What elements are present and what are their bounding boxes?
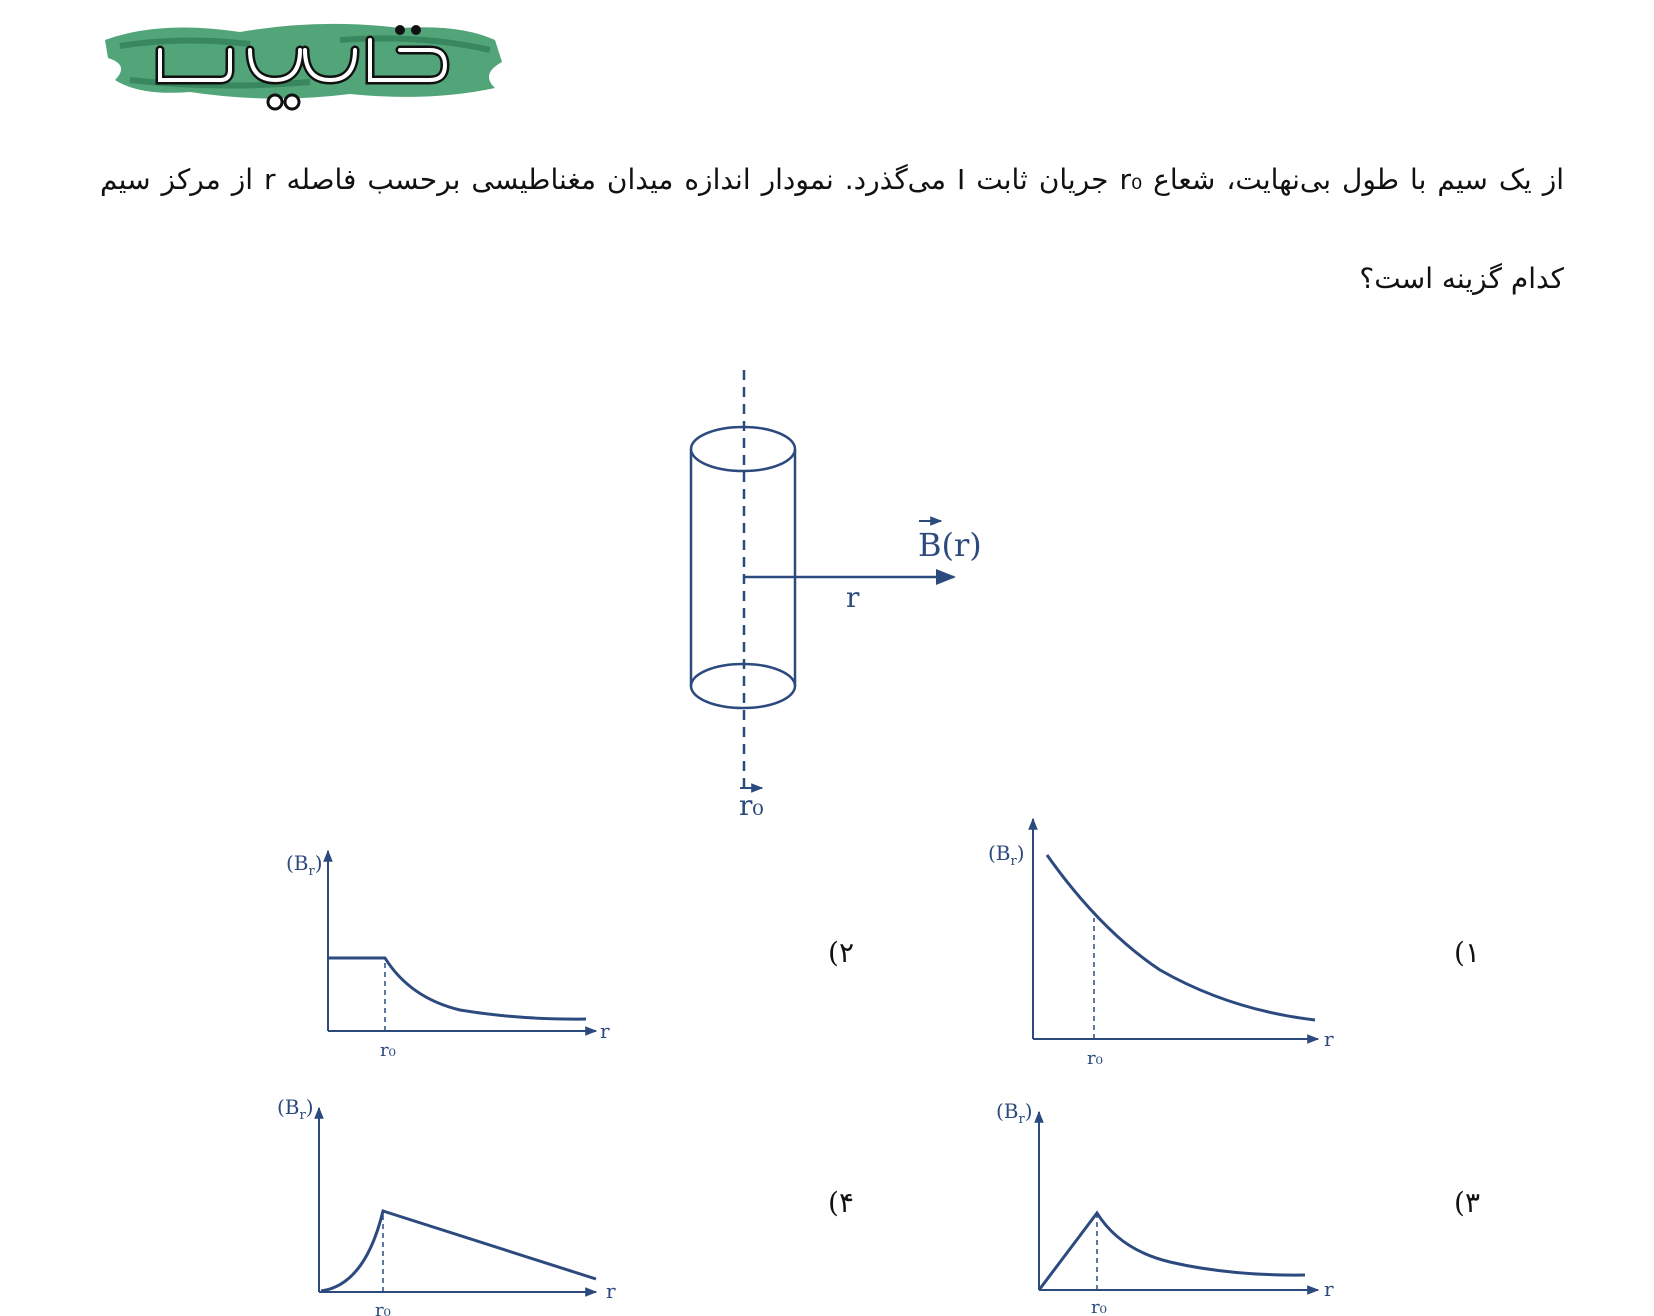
option-3-y-label: $(B_r)$ [996,1099,1033,1127]
option-1-y-label: $(B_r)$ [988,841,1025,869]
option-2-number: ۲) [828,936,854,969]
question-line-1: از یک سیم با طول بی‌نهایت، شعاع r₀ جریان ثابت I می‌گذرد. نمودار اندازه میدان مغناطیسی برحسب فاصله r از مرکز سیم [100,163,1564,196]
option-3-tick-label: r₀ [1091,1297,1107,1316]
option-4-number: ۴) [828,1186,854,1219]
option-1-x-label: r [1324,1027,1334,1051]
option-2-x-label: r [600,1019,610,1043]
option-2-y-label: $(B_r)$ [286,851,323,879]
option-3-curve [1039,1213,1305,1290]
option-4-tick-label: r₀ [375,1300,391,1316]
option-1-number: ۱) [1454,936,1480,969]
option-1-graph[interactable] [988,819,1334,1069]
option-2-tick-label: r₀ [380,1040,396,1061]
option-4-y-label: $(B_r)$ [277,1095,314,1123]
option-3-x-label: r [1324,1277,1334,1301]
radius-label: r [846,581,860,614]
option-4-x-label: r [606,1279,616,1303]
option-1-tick-label: r₀ [1087,1048,1103,1069]
option-3-graph[interactable] [996,1099,1334,1316]
option-4-graph[interactable] [277,1095,616,1316]
radius-vector-label: r₀ [739,789,764,822]
wire-cylinder-diagram [691,370,982,822]
option-4-curve [321,1211,596,1291]
option-2-curve [328,958,586,1019]
field-label: B(r) [918,526,982,564]
option-3-number: ۳) [1454,1186,1480,1219]
option-2-graph[interactable] [286,851,610,1061]
option-1-curve [1047,855,1315,1020]
question-line-2: کدام گزینه است؟ [1359,262,1564,295]
